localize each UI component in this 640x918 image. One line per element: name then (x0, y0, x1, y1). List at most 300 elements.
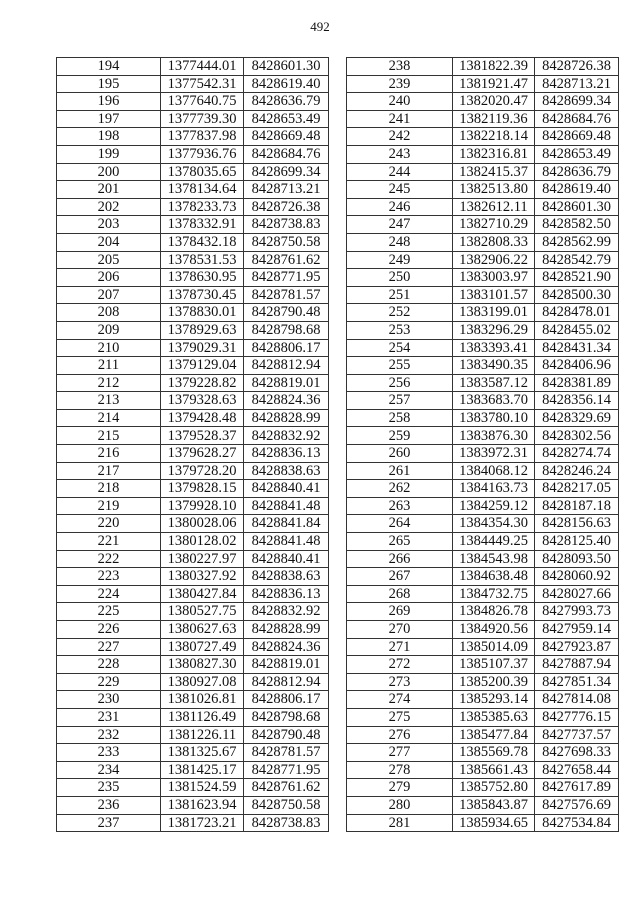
coordinate-x-cell: 1384068.12 (453, 462, 535, 480)
table-row (57, 550, 329, 568)
coordinate-y-cell: 8427698.33 (535, 744, 619, 762)
table-row (347, 392, 619, 410)
point-number-cell: 211 (57, 357, 161, 375)
coordinate-x-cell: 1385752.80 (453, 779, 535, 797)
table-row (57, 427, 329, 445)
coordinate-x-cell: 1379328.63 (161, 392, 244, 410)
coordinate-x-cell: 1378730.45 (161, 286, 244, 304)
table-row (57, 233, 329, 251)
point-number-cell: 235 (57, 779, 161, 797)
point-number-cell: 275 (347, 708, 453, 726)
coordinate-x-cell: 1384826.78 (453, 603, 535, 621)
point-number-cell: 198 (57, 128, 161, 146)
coordinate-x-cell: 1383876.30 (453, 427, 535, 445)
point-number-cell: 227 (57, 638, 161, 656)
point-number-cell: 281 (347, 814, 453, 832)
coordinate-y-cell: 8428761.62 (244, 779, 329, 797)
table-row (57, 462, 329, 480)
table-row (57, 585, 329, 603)
point-number-cell: 201 (57, 181, 161, 199)
coordinate-x-cell: 1378332.91 (161, 216, 244, 234)
coordinate-y-cell: 8428841.84 (244, 515, 329, 533)
coordinate-y-cell: 8427658.44 (535, 761, 619, 779)
coordinate-x-cell: 1382612.11 (453, 198, 535, 216)
table-row (57, 744, 329, 762)
table-row (347, 480, 619, 498)
point-number-cell: 221 (57, 533, 161, 551)
coordinate-y-cell: 8428832.92 (244, 603, 329, 621)
coordinate-y-cell: 8428684.76 (535, 110, 619, 128)
table-row (57, 761, 329, 779)
point-number-cell: 194 (57, 58, 161, 76)
coordinate-x-cell: 1377837.98 (161, 128, 244, 146)
coordinate-y-cell: 8428819.01 (244, 656, 329, 674)
coordinate-x-cell: 1383490.35 (453, 357, 535, 375)
coordinate-y-cell: 8428246.24 (535, 462, 619, 480)
point-number-cell: 244 (347, 163, 453, 181)
coordinate-y-cell: 8428838.63 (244, 462, 329, 480)
coordinate-x-cell: 1379528.37 (161, 427, 244, 445)
point-number-cell: 254 (347, 339, 453, 357)
coordinate-x-cell: 1378830.01 (161, 304, 244, 322)
coordinate-y-cell: 8428669.48 (535, 128, 619, 146)
coordinate-x-cell: 1382316.81 (453, 145, 535, 163)
coordinate-y-cell: 8428812.94 (244, 357, 329, 375)
table-row (347, 409, 619, 427)
table-row (347, 181, 619, 199)
coordinate-y-cell: 8428521.90 (535, 269, 619, 287)
table-row (347, 761, 619, 779)
point-number-cell: 223 (57, 568, 161, 586)
point-number-cell: 265 (347, 533, 453, 551)
point-number-cell: 212 (57, 374, 161, 392)
table-row (347, 128, 619, 146)
table-row (57, 181, 329, 199)
coordinate-y-cell: 8428836.13 (244, 445, 329, 463)
coordinate-y-cell: 8428500.30 (535, 286, 619, 304)
coordinate-y-cell: 8428838.63 (244, 568, 329, 586)
table-row (57, 621, 329, 639)
point-number-cell: 279 (347, 779, 453, 797)
point-number-cell: 249 (347, 251, 453, 269)
coordinate-x-cell: 1385200.39 (453, 673, 535, 691)
table-row (347, 515, 619, 533)
table-row (57, 374, 329, 392)
point-number-cell: 270 (347, 621, 453, 639)
coordinate-y-cell: 8428806.17 (244, 339, 329, 357)
point-number-cell: 218 (57, 480, 161, 498)
coordinate-x-cell: 1378630.95 (161, 269, 244, 287)
coordinate-x-cell: 1382218.14 (453, 128, 535, 146)
table-row (347, 251, 619, 269)
table-row (57, 163, 329, 181)
table-row (347, 198, 619, 216)
coordinate-y-cell: 8428636.79 (244, 93, 329, 111)
point-number-cell: 268 (347, 585, 453, 603)
table-row (57, 603, 329, 621)
coordinate-y-cell: 8428713.21 (244, 181, 329, 199)
coordinate-x-cell: 1384259.12 (453, 497, 535, 515)
point-number-cell: 217 (57, 462, 161, 480)
coordinate-x-cell: 1379728.20 (161, 462, 244, 480)
point-number-cell: 203 (57, 216, 161, 234)
point-number-cell: 215 (57, 427, 161, 445)
point-number-cell: 231 (57, 708, 161, 726)
table-row (347, 163, 619, 181)
table-row (57, 392, 329, 410)
coordinate-y-cell: 8428841.48 (244, 533, 329, 551)
point-number-cell: 258 (347, 409, 453, 427)
coordinate-x-cell: 1378929.63 (161, 321, 244, 339)
coordinate-x-cell: 1378233.73 (161, 198, 244, 216)
coordinate-x-cell: 1383296.29 (453, 321, 535, 339)
table-row (57, 251, 329, 269)
coordinate-y-cell: 8428601.30 (244, 58, 329, 76)
table-row (57, 796, 329, 814)
coordinate-x-cell: 1378035.65 (161, 163, 244, 181)
coordinate-y-cell: 8428806.17 (244, 691, 329, 709)
table-row (57, 145, 329, 163)
point-number-cell: 208 (57, 304, 161, 322)
coordinate-x-cell: 1377640.75 (161, 93, 244, 111)
table-row (347, 445, 619, 463)
coordinate-x-cell: 1378531.53 (161, 251, 244, 269)
table-row (347, 550, 619, 568)
coordinate-x-cell: 1381425.17 (161, 761, 244, 779)
point-number-cell: 222 (57, 550, 161, 568)
point-number-cell: 248 (347, 233, 453, 251)
table-row (347, 814, 619, 832)
point-number-cell: 260 (347, 445, 453, 463)
table-row (347, 603, 619, 621)
coordinate-y-cell: 8428653.49 (535, 145, 619, 163)
coordinate-y-cell: 8427959.14 (535, 621, 619, 639)
table-row (347, 286, 619, 304)
table-row (57, 58, 329, 76)
point-number-cell: 234 (57, 761, 161, 779)
coordinate-y-cell: 8428832.92 (244, 427, 329, 445)
coordinates-table-left (56, 57, 329, 832)
point-number-cell: 229 (57, 673, 161, 691)
coordinate-x-cell: 1382020.47 (453, 93, 535, 111)
point-number-cell: 252 (347, 304, 453, 322)
point-number-cell: 236 (57, 796, 161, 814)
point-number-cell: 280 (347, 796, 453, 814)
coordinate-y-cell: 8428781.57 (244, 744, 329, 762)
coordinate-y-cell: 8427576.69 (535, 796, 619, 814)
point-number-cell: 253 (347, 321, 453, 339)
coordinate-x-cell: 1382119.36 (453, 110, 535, 128)
coordinate-x-cell: 1381723.21 (161, 814, 244, 832)
coordinate-x-cell: 1383587.12 (453, 374, 535, 392)
coordinate-y-cell: 8428636.79 (535, 163, 619, 181)
coordinate-y-cell: 8428790.48 (244, 726, 329, 744)
coordinate-x-cell: 1379928.10 (161, 497, 244, 515)
point-number-cell: 206 (57, 269, 161, 287)
coordinate-x-cell: 1382710.29 (453, 216, 535, 234)
coordinate-x-cell: 1382513.80 (453, 181, 535, 199)
coordinate-y-cell: 8428381.89 (535, 374, 619, 392)
coordinate-y-cell: 8428125.40 (535, 533, 619, 551)
coordinate-y-cell: 8428819.01 (244, 374, 329, 392)
point-number-cell: 243 (347, 145, 453, 163)
point-number-cell: 267 (347, 568, 453, 586)
point-number-cell: 256 (347, 374, 453, 392)
coordinate-y-cell: 8428841.48 (244, 497, 329, 515)
coordinate-x-cell: 1377444.01 (161, 58, 244, 76)
coordinate-y-cell: 8428828.99 (244, 621, 329, 639)
table-row (347, 673, 619, 691)
table-row (347, 796, 619, 814)
table-row (57, 515, 329, 533)
table-row (57, 814, 329, 832)
coordinate-x-cell: 1379828.15 (161, 480, 244, 498)
table-row (347, 357, 619, 375)
table-row (57, 445, 329, 463)
coordinate-y-cell: 8428713.21 (535, 75, 619, 93)
table-row (347, 779, 619, 797)
point-number-cell: 277 (347, 744, 453, 762)
coordinate-y-cell: 8428726.38 (244, 198, 329, 216)
coordinate-y-cell: 8428812.94 (244, 673, 329, 691)
coordinate-y-cell: 8427534.84 (535, 814, 619, 832)
coordinate-x-cell: 1379129.04 (161, 357, 244, 375)
coordinate-y-cell: 8428798.68 (244, 321, 329, 339)
coordinate-y-cell: 8428582.50 (535, 216, 619, 234)
table-row (347, 58, 619, 76)
table-row (347, 216, 619, 234)
point-number-cell: 209 (57, 321, 161, 339)
coordinate-x-cell: 1381524.59 (161, 779, 244, 797)
coordinate-y-cell: 8427851.34 (535, 673, 619, 691)
point-number-cell: 237 (57, 814, 161, 832)
coordinate-x-cell: 1380427.84 (161, 585, 244, 603)
coordinate-x-cell: 1381822.39 (453, 58, 535, 76)
coordinate-y-cell: 8428790.48 (244, 304, 329, 322)
table-row (57, 286, 329, 304)
coordinate-x-cell: 1383780.10 (453, 409, 535, 427)
coordinate-y-cell: 8428601.30 (535, 198, 619, 216)
point-number-cell: 216 (57, 445, 161, 463)
point-number-cell: 276 (347, 726, 453, 744)
point-number-cell: 238 (347, 58, 453, 76)
coordinate-x-cell: 1383101.57 (453, 286, 535, 304)
coordinate-y-cell: 8428771.95 (244, 761, 329, 779)
coordinate-y-cell: 8428431.34 (535, 339, 619, 357)
table-row (347, 585, 619, 603)
coordinate-y-cell: 8428455.02 (535, 321, 619, 339)
coordinate-y-cell: 8427617.89 (535, 779, 619, 797)
coordinate-x-cell: 1379228.82 (161, 374, 244, 392)
table-row (347, 462, 619, 480)
coordinate-x-cell: 1384354.30 (453, 515, 535, 533)
coordinate-x-cell: 1385107.37 (453, 656, 535, 674)
coordinate-y-cell: 8428824.36 (244, 392, 329, 410)
table-row (57, 216, 329, 234)
table-row (57, 638, 329, 656)
table-row (347, 339, 619, 357)
table-row (347, 497, 619, 515)
coordinate-x-cell: 1383683.70 (453, 392, 535, 410)
coordinate-y-cell: 8428478.01 (535, 304, 619, 322)
table-row (57, 269, 329, 287)
point-number-cell: 242 (347, 128, 453, 146)
coordinate-x-cell: 1378134.64 (161, 181, 244, 199)
table-row (57, 708, 329, 726)
coordinate-x-cell: 1378432.18 (161, 233, 244, 251)
table-row (347, 321, 619, 339)
point-number-cell: 273 (347, 673, 453, 691)
coordinate-y-cell: 8428274.74 (535, 445, 619, 463)
coordinate-x-cell: 1381623.94 (161, 796, 244, 814)
point-number-cell: 219 (57, 497, 161, 515)
coordinate-y-cell: 8428653.49 (244, 110, 329, 128)
coordinate-x-cell: 1385385.63 (453, 708, 535, 726)
coordinate-x-cell: 1385934.65 (453, 814, 535, 832)
coordinate-x-cell: 1382415.37 (453, 163, 535, 181)
table-row (347, 233, 619, 251)
coordinate-x-cell: 1385477.84 (453, 726, 535, 744)
point-number-cell: 261 (347, 462, 453, 480)
coordinate-y-cell: 8428619.40 (244, 75, 329, 93)
point-number-cell: 220 (57, 515, 161, 533)
coordinate-y-cell: 8427814.08 (535, 691, 619, 709)
table-row (57, 339, 329, 357)
coordinate-x-cell: 1379428.48 (161, 409, 244, 427)
coordinate-y-cell: 8428187.18 (535, 497, 619, 515)
coordinate-x-cell: 1383393.41 (453, 339, 535, 357)
table-row (347, 374, 619, 392)
point-number-cell: 197 (57, 110, 161, 128)
table-row (347, 110, 619, 128)
coordinate-x-cell: 1377542.31 (161, 75, 244, 93)
point-number-cell: 271 (347, 638, 453, 656)
coordinate-y-cell: 8428750.58 (244, 233, 329, 251)
point-number-cell: 199 (57, 145, 161, 163)
coordinate-x-cell: 1382808.33 (453, 233, 535, 251)
table-row (347, 638, 619, 656)
coordinate-y-cell: 8427923.87 (535, 638, 619, 656)
coordinate-y-cell: 8427993.73 (535, 603, 619, 621)
point-number-cell: 225 (57, 603, 161, 621)
table-row (57, 321, 329, 339)
table-row (57, 198, 329, 216)
point-number-cell: 200 (57, 163, 161, 181)
point-number-cell: 263 (347, 497, 453, 515)
coordinate-y-cell: 8428836.13 (244, 585, 329, 603)
coordinate-y-cell: 8428669.48 (244, 128, 329, 146)
coordinate-y-cell: 8428542.79 (535, 251, 619, 269)
coordinate-y-cell: 8428093.50 (535, 550, 619, 568)
coordinate-y-cell: 8428562.99 (535, 233, 619, 251)
coordinate-y-cell: 8428771.95 (244, 269, 329, 287)
coordinate-x-cell: 1380827.30 (161, 656, 244, 674)
point-number-cell: 228 (57, 656, 161, 674)
table-row (57, 110, 329, 128)
coordinate-x-cell: 1380527.75 (161, 603, 244, 621)
coordinates-table-right (346, 57, 619, 832)
coordinate-y-cell: 8428329.69 (535, 409, 619, 427)
point-number-cell: 195 (57, 75, 161, 93)
coordinate-x-cell: 1380727.49 (161, 638, 244, 656)
coordinate-x-cell: 1381226.11 (161, 726, 244, 744)
point-number-cell: 251 (347, 286, 453, 304)
coordinate-y-cell: 8428761.62 (244, 251, 329, 269)
table-row (57, 480, 329, 498)
coordinate-x-cell: 1384920.56 (453, 621, 535, 639)
table-row (57, 726, 329, 744)
table-row (57, 568, 329, 586)
coordinate-y-cell: 8428738.83 (244, 216, 329, 234)
point-number-cell: 226 (57, 621, 161, 639)
coordinate-x-cell: 1384449.25 (453, 533, 535, 551)
coordinate-x-cell: 1384638.48 (453, 568, 535, 586)
table-row (347, 621, 619, 639)
table-row (57, 533, 329, 551)
point-number-cell: 232 (57, 726, 161, 744)
point-number-cell: 213 (57, 392, 161, 410)
coordinate-x-cell: 1380627.63 (161, 621, 244, 639)
point-number-cell: 250 (347, 269, 453, 287)
table-row (57, 357, 329, 375)
table-row (347, 427, 619, 445)
table-row (347, 656, 619, 674)
point-number-cell: 264 (347, 515, 453, 533)
table-row (347, 304, 619, 322)
coordinate-x-cell: 1383199.01 (453, 304, 535, 322)
coordinate-y-cell: 8428699.34 (535, 93, 619, 111)
coordinate-y-cell: 8428027.66 (535, 585, 619, 603)
table-row (57, 128, 329, 146)
coordinate-x-cell: 1379628.27 (161, 445, 244, 463)
point-number-cell: 210 (57, 339, 161, 357)
coordinate-x-cell: 1385843.87 (453, 796, 535, 814)
coordinate-y-cell: 8428781.57 (244, 286, 329, 304)
coordinate-x-cell: 1384543.98 (453, 550, 535, 568)
table-row (347, 744, 619, 762)
coordinate-y-cell: 8428840.41 (244, 550, 329, 568)
coordinate-y-cell: 8428406.96 (535, 357, 619, 375)
point-number-cell: 274 (347, 691, 453, 709)
point-number-cell: 233 (57, 744, 161, 762)
coordinate-y-cell: 8428738.83 (244, 814, 329, 832)
point-number-cell: 202 (57, 198, 161, 216)
coordinate-x-cell: 1381126.49 (161, 708, 244, 726)
point-number-cell: 272 (347, 656, 453, 674)
table-row (57, 656, 329, 674)
point-number-cell: 224 (57, 585, 161, 603)
coordinate-y-cell: 8428798.68 (244, 708, 329, 726)
coordinate-y-cell: 8428726.38 (535, 58, 619, 76)
point-number-cell: 240 (347, 93, 453, 111)
coordinate-x-cell: 1385014.09 (453, 638, 535, 656)
table-row (347, 568, 619, 586)
table-row (347, 691, 619, 709)
coordinate-x-cell: 1383972.31 (453, 445, 535, 463)
coordinate-y-cell: 8428156.63 (535, 515, 619, 533)
point-number-cell: 205 (57, 251, 161, 269)
point-number-cell: 207 (57, 286, 161, 304)
coordinate-x-cell: 1380128.02 (161, 533, 244, 551)
table-row (347, 533, 619, 551)
point-number-cell: 266 (347, 550, 453, 568)
table-row (347, 269, 619, 287)
coordinate-x-cell: 1377739.30 (161, 110, 244, 128)
table-row (57, 409, 329, 427)
coordinate-x-cell: 1377936.76 (161, 145, 244, 163)
coordinate-x-cell: 1381026.81 (161, 691, 244, 709)
table-row (347, 726, 619, 744)
